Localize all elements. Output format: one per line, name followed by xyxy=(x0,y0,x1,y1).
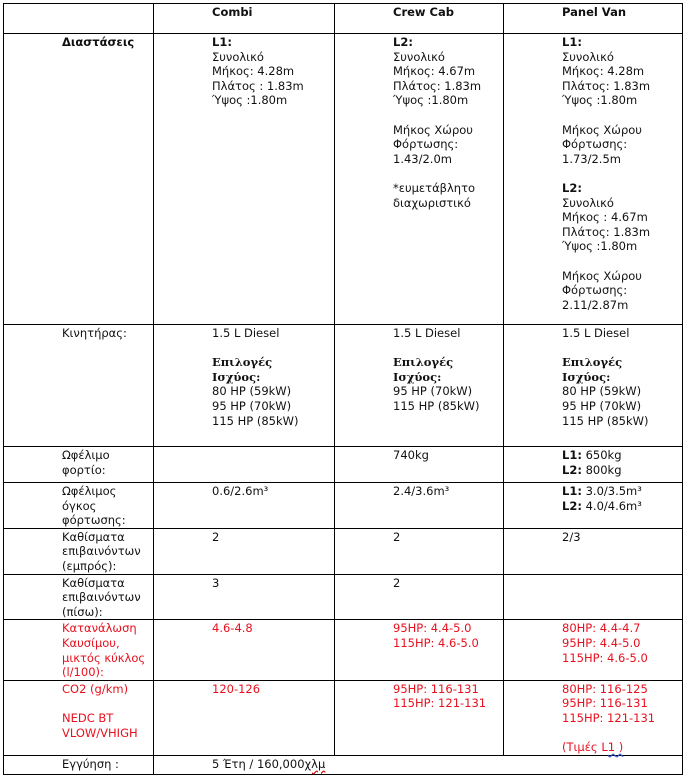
label-seats-rear xyxy=(4,574,154,620)
label-load-volume xyxy=(4,483,154,529)
crew-cab-power-option: 115 HP (85kW) xyxy=(393,398,480,413)
panel-van-l2-cargo-line: 2.11/2.87m xyxy=(562,297,629,312)
label-seats-front-line: Καθίσματα xyxy=(62,529,125,544)
panel-van-payload-key: L1: xyxy=(562,448,582,462)
label-load-volume-line: φόρτωσης: xyxy=(62,513,126,528)
header-combi: Combi xyxy=(154,4,335,34)
row-seats-front xyxy=(4,528,683,574)
panel-van-payload-key: L2: xyxy=(562,462,582,477)
crew-cab-engine-type: 1.5 L Diesel xyxy=(393,326,461,340)
combi-dimensions xyxy=(154,34,335,325)
combi-dim-line: Μήκος: 4.28m xyxy=(212,64,295,79)
label-co2 xyxy=(4,680,154,755)
label-fuel-line: μικτός κύκλος xyxy=(62,650,146,665)
label-engine: Κινητήρας: xyxy=(4,325,154,447)
panel-van-load-volume xyxy=(504,483,683,529)
crew-cab-fuel-value: 95HP: 4.4-5.0 xyxy=(393,621,472,636)
combi-dim-line: Ύψος :1.80m xyxy=(212,93,288,108)
header-crew-cab: Crew Cab xyxy=(335,4,504,34)
panel-van-payload-value: 650kg xyxy=(581,448,622,462)
panel-van-options-title: Ισχύος: xyxy=(562,369,611,384)
combi-dim-line: Πλάτος : 1.83m xyxy=(212,78,304,93)
crew-cab-cargo-line: 1.43/2.0m xyxy=(393,151,452,166)
panel-van-l2-line: Πλάτος: 1.83m xyxy=(562,224,651,239)
panel-van-seats-front: 2/3 xyxy=(504,528,683,574)
panel-van-fuel-value: 80HP: 4.4-4.7 xyxy=(562,621,641,636)
label-co2-line: CO2 (g/km) xyxy=(62,681,129,696)
panel-van-volume-key: L1: xyxy=(562,484,582,498)
panel-van-seats-rear xyxy=(504,574,683,620)
label-co2-sub: NEDC BT xyxy=(62,710,114,725)
label-seats-front-line: (εμπρός): xyxy=(62,558,117,573)
panel-van-dimensions xyxy=(504,34,683,325)
panel-van-options-title: Επιλογές xyxy=(562,355,623,370)
crew-cab-fuel-value: 115HP: 4.6-5.0 xyxy=(393,635,479,650)
label-load-volume-line: όγκος xyxy=(62,498,97,513)
combi-fuel xyxy=(154,620,335,680)
panel-van-co2 xyxy=(504,680,683,755)
combi-engine-type: 1.5 L Diesel xyxy=(212,326,280,340)
combi-seats-rear: 3 xyxy=(154,574,335,620)
panel-van-co2-note-mark: 1 ) xyxy=(607,740,624,755)
panel-van-l2-cargo-line: Μήκος Χώρου xyxy=(562,268,642,283)
row-warranty xyxy=(4,755,683,774)
panel-van-power-option: 80 HP (59kW) xyxy=(562,384,642,399)
header-row xyxy=(4,4,683,34)
panel-van-payload-value: 800kg xyxy=(581,462,622,477)
panel-van-co2-value: 95HP: 116-131 xyxy=(562,696,648,711)
row-payload xyxy=(4,447,683,483)
combi-power-option: 115 HP (85kW) xyxy=(212,413,299,428)
label-dimensions: Διαστάσεις xyxy=(4,34,154,325)
panel-van-co2-note xyxy=(562,740,676,755)
label-seats-rear-line: επιβαινόντων xyxy=(62,590,141,605)
crew-cab-note-line: διαχωριστικό xyxy=(393,195,471,210)
crew-cab-payload: 740kg xyxy=(335,447,504,483)
combi-fuel-value: 4.6-4.8 xyxy=(212,621,253,636)
crew-cab-cargo-line: Μήκος Χώρου xyxy=(393,122,473,137)
panel-van-power-option: 115 HP (85kW) xyxy=(562,413,649,428)
label-seats-rear-line: Καθίσματα xyxy=(62,575,125,590)
combi-variant: L1: xyxy=(212,35,232,49)
row-dimensions xyxy=(4,34,683,325)
combi-seats-front: 2 xyxy=(154,528,335,574)
panel-van-l2-line: Συνολικό xyxy=(562,195,614,210)
panel-van-l1-variant: L1: xyxy=(562,35,582,49)
label-payload-line: φορτίο: xyxy=(62,462,106,477)
panel-van-l1-line: Πλάτος: 1.83m xyxy=(562,78,651,93)
label-fuel-line: Κατανάλωση xyxy=(62,621,137,636)
label-fuel-line: (l/100): xyxy=(62,665,104,680)
label-co2-sub: VLOW/VHIGH xyxy=(62,725,138,740)
panel-van-engine-type: 1.5 L Diesel xyxy=(562,326,630,340)
label-payload xyxy=(4,447,154,483)
panel-van-fuel xyxy=(504,620,683,680)
combi-co2-value: 120-126 xyxy=(212,681,261,696)
label-fuel-line: Καυσίμου, xyxy=(62,635,120,650)
row-fuel-consumption xyxy=(4,620,683,680)
combi-options-title: Ισχύος: xyxy=(212,369,261,384)
panel-van-l1-cargo-line: Φόρτωσης: xyxy=(562,137,628,152)
combi-dim-line: Συνολικό xyxy=(212,49,264,64)
crew-cab-power-option: 95 HP (70kW) xyxy=(393,384,473,399)
label-seats-front-line: επιβαινόντων xyxy=(62,544,141,559)
label-load-volume-line: Ωφέλιμος xyxy=(62,484,117,498)
row-engine xyxy=(4,325,683,447)
panel-van-co2-value: 115HP: 121-131 xyxy=(562,710,656,725)
warranty-value xyxy=(154,755,683,774)
panel-van-l1-line: Ύψος :1.80m xyxy=(562,93,638,108)
combi-power-option: 95 HP (70kW) xyxy=(212,398,292,413)
panel-van-l2-cargo-line: Φόρτωσης: xyxy=(562,283,628,298)
crew-cab-dim-line: Πλάτος: 1.83m xyxy=(393,78,482,93)
crew-cab-dimensions xyxy=(335,34,504,325)
label-payload-line: Ωφέλιμο xyxy=(62,448,110,462)
crew-cab-cargo-line: Φόρτωσης: xyxy=(393,137,459,152)
header-empty-cell xyxy=(4,4,154,34)
panel-van-volume-value: 3.0/3.5m³ xyxy=(581,484,642,498)
combi-co2 xyxy=(154,680,335,755)
crew-cab-co2-value: 115HP: 121-131 xyxy=(393,696,487,711)
crew-cab-engine xyxy=(335,325,504,447)
row-co2 xyxy=(4,680,683,755)
label-warranty: Εγγύηση : xyxy=(4,755,154,774)
crew-cab-seats-rear: 2 xyxy=(335,574,504,620)
crew-cab-fuel xyxy=(335,620,504,680)
panel-van-power-option: 95 HP (70kW) xyxy=(562,398,642,413)
panel-van-l1-cargo-line: Μήκος Χώρου xyxy=(562,122,642,137)
crew-cab-dim-line: Μήκος: 4.67m xyxy=(393,64,476,79)
panel-van-fuel-value: 95HP: 4.4-5.0 xyxy=(562,635,641,650)
panel-van-l2-variant: L2: xyxy=(562,180,582,195)
panel-van-l1-line: Μήκος: 4.28m xyxy=(562,64,645,79)
panel-van-l1-line: Συνολικό xyxy=(562,49,614,64)
crew-cab-seats-front: 2 xyxy=(335,528,504,574)
specs-table xyxy=(3,3,683,775)
warranty-value-unit: χλμ xyxy=(304,756,326,771)
crew-cab-dim-line: Συνολικό xyxy=(393,49,445,64)
panel-van-payload xyxy=(504,447,683,483)
combi-payload xyxy=(154,447,335,483)
crew-cab-co2 xyxy=(335,680,504,755)
crew-cab-dim-line: Ύψος :1.80m xyxy=(393,93,469,108)
label-seats-rear-line: (πίσω): xyxy=(62,604,103,619)
row-load-volume xyxy=(4,483,683,529)
panel-van-l2-line: Ύψος :1.80m xyxy=(562,239,638,254)
combi-power-option: 80 HP (59kW) xyxy=(212,384,292,399)
panel-van-fuel-value: 115HP: 4.6-5.0 xyxy=(562,650,648,665)
combi-options-title: Επιλογές xyxy=(212,355,273,370)
header-panel-van: Panel Van xyxy=(504,4,683,34)
panel-van-co2-value: 80HP: 116-125 xyxy=(562,681,648,696)
panel-van-l2-line: Μήκος : 4.67m xyxy=(562,210,648,225)
combi-load-volume: 0.6/2.6m³ xyxy=(154,483,335,529)
warranty-value-prefix: 5 Έτη / 160,000 xyxy=(212,756,305,771)
row-seats-rear xyxy=(4,574,683,620)
crew-cab-co2-value: 95HP: 116-131 xyxy=(393,681,479,696)
panel-van-engine xyxy=(504,325,683,447)
label-seats-front xyxy=(4,528,154,574)
crew-cab-options-title: Επιλογές xyxy=(393,355,454,370)
crew-cab-variant: L2: xyxy=(393,35,413,49)
panel-van-volume-value: 4.0/4.6m³ xyxy=(581,498,642,513)
label-fuel-consumption xyxy=(4,620,154,680)
crew-cab-load-volume: 2.4/3.6m³ xyxy=(335,483,504,529)
crew-cab-note-line: *ευμετάβλητο xyxy=(393,180,476,195)
panel-van-volume-key: L2: xyxy=(562,498,582,513)
combi-engine xyxy=(154,325,335,447)
panel-van-l1-cargo-line: 1.73/2.5m xyxy=(562,151,621,166)
crew-cab-options-title: Ισχύος: xyxy=(393,369,442,384)
panel-van-co2-note-prefix: (Τιμές L xyxy=(562,740,608,755)
